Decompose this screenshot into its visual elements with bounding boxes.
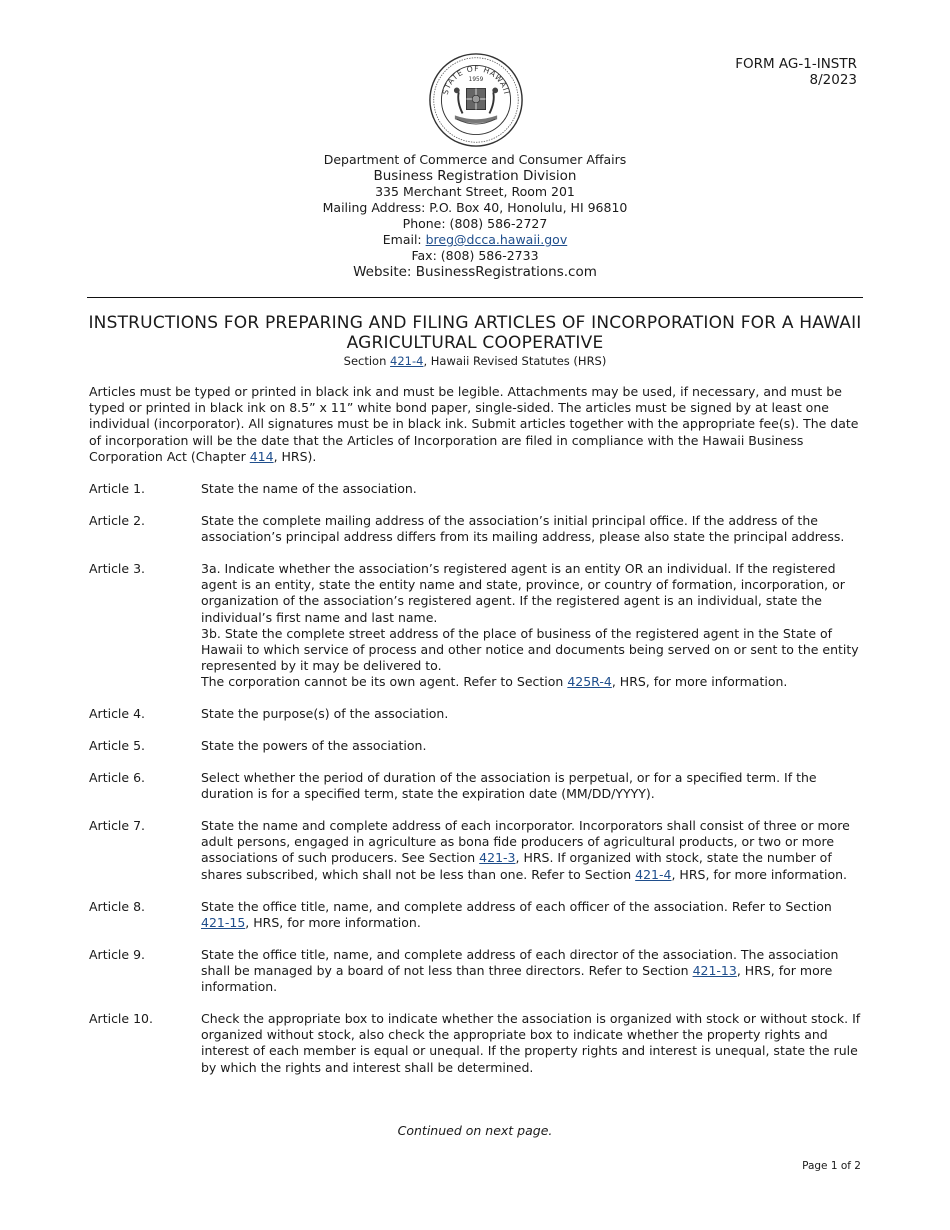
divider	[87, 297, 863, 298]
article-text	[201, 818, 864, 883]
article-1	[89, 481, 864, 497]
intro-text: Articles must be typed or printed in black ink and must be legible. Attachments may be used, if necessary, and must be typed or printed in black ink on 8.5” x 11” white bond paper, single-sided. The articles must be signed by at least one individual (incorporator). All signatures must be in black ink. Submit articles together with the appropriate fee(s). The date of incorporation will be the date that the Articles of Incorporation are filed in compliance with the Hawaii Business Corporation Act (Chapter	[89, 384, 859, 464]
website: Website: BusinessRegistrations.com	[353, 264, 597, 280]
article-6	[89, 770, 864, 802]
article-3	[89, 561, 864, 691]
section-421-13-link[interactable]: 421-13	[692, 963, 737, 979]
seal-text: STATE OF HAWAII	[440, 64, 512, 96]
state-seal-icon	[428, 52, 524, 148]
intro-post: , HRS).	[273, 448, 317, 464]
article-9-text-2: , HRS, for more information.	[201, 963, 833, 995]
article-label: Article 5.	[89, 738, 145, 753]
department-name: Department of Commerce and Consumer Affairs	[323, 152, 627, 167]
article-label: Article 7.	[89, 818, 145, 833]
article-7-text-1: State the name and complete address of each incorporator. Incorporators shall consist of three or more adult persons, engaged in agriculture as bona fide producers of agricultural products, or two or more associations of such producers. See Section	[201, 818, 850, 866]
article-label: Article 10.	[89, 1011, 153, 1026]
page-number: Page 1 of 2	[802, 1160, 861, 1172]
article-text: State the name of the association.	[201, 481, 417, 496]
subtitle-pre: Section	[343, 354, 391, 368]
subtitle-post: , Hawaii Revised Statutes (HRS)	[423, 354, 607, 368]
division-name: Business Registration Division	[373, 168, 577, 184]
section-421-15-link[interactable]: 421-15	[201, 915, 246, 931]
article-5	[89, 738, 864, 754]
article-3-note	[201, 674, 864, 690]
seal-year: 1959	[468, 76, 484, 83]
article-8-text-1: State the office title, name, and complete address of each officer of the association. Refer to Section	[201, 899, 832, 914]
article-text: Check the appropriate box to indicate whether the association is organized with stock or without stock. If organized without stock, also check the appropriate box to indicate whether the property rights and interest of each member is equal or unequal. If the property rights and interest is unequal, state the rule by which the rights and interest shall be determined.	[201, 1011, 861, 1075]
article-3a-text: 3a. Indicate whether the association’s registered agent is an entity OR an individual. If the registered agent is an entity, state the entity name and state, province, or country of formation, incorporation, or organization of the association’s registered agent. If the registered agent is an individual, state the individual’s first name and last name.	[201, 561, 845, 625]
section-421-4-link[interactable]: 421-4	[635, 866, 672, 882]
article-2	[89, 513, 864, 545]
article-label: Article 3.	[89, 561, 145, 576]
form-id: FORM AG-1-INSTR	[735, 56, 857, 72]
note-pre: The corporation cannot be its own agent. Refer to Section	[201, 674, 568, 690]
continued-note: Continued on next page.	[397, 1123, 553, 1138]
section-421-4-link[interactable]: 421-4	[390, 354, 424, 368]
street-address: 335 Merchant Street, Room 201	[375, 184, 575, 199]
email-line	[0, 232, 950, 248]
article-text	[201, 561, 864, 691]
article-text: State the purpose(s) of the association.	[201, 706, 449, 721]
article-label: Article 1.	[89, 481, 145, 496]
page-title: INSTRUCTIONS FOR PREPARING AND FILING ARTICLES OF INCORPORATION FOR A HAWAII AGRICULTURAL COOPERATIVE	[88, 313, 862, 353]
article-label: Article 2.	[89, 513, 145, 528]
phone-number: Phone: (808) 586-2727	[402, 216, 548, 231]
article-label: Article 6.	[89, 770, 145, 785]
mailing-address: Mailing Address: P.O. Box 40, Honolulu, HI 96810	[322, 200, 628, 215]
article-8-text-2: , HRS, for more information.	[245, 915, 421, 931]
page-subtitle	[87, 354, 863, 369]
article-label: Article 4.	[89, 706, 145, 721]
article-7-text-2: , HRS. If organized with stock, state the number of shares subscribed, which shall not be less than one. Refer to Section	[201, 850, 832, 882]
article-text	[201, 899, 864, 931]
form-identifier	[735, 56, 857, 88]
article-label: Article 9.	[89, 947, 145, 962]
chapter-414-link[interactable]: 414	[249, 448, 274, 464]
article-9	[89, 947, 864, 996]
article-text: Select whether the period of duration of the association is perpetual, or for a specified term. If the duration is for a specified term, state the expiration date (MM/DD/YYYY).	[201, 770, 817, 802]
article-9-text-1: State the office title, name, and complete address of each director of the association. The association shall be managed by a board of not less than three directors. Refer to Section	[201, 947, 839, 979]
article-text: State the complete mailing address of the association’s initial principal office. If the address of the association’s principal address differs from its mailing address, please also state the principal address.	[201, 513, 845, 545]
note-post: , HRS, for more information.	[611, 674, 788, 690]
email-link[interactable]: breg@dcca.hawaii.gov	[425, 232, 568, 247]
article-7-text-3: , HRS, for more information.	[671, 866, 848, 882]
article-3b-text: 3b. State the complete street address of the place of business of the registered agent in the State of Hawaii to which service of process and other notice and documents being served on or sent to the entity represented by it may be delivered to.	[201, 625, 859, 674]
fax-number: Fax: (808) 586-2733	[411, 248, 539, 263]
section-425r-4-link[interactable]: 425R-4	[567, 674, 612, 690]
intro-paragraph	[89, 384, 864, 465]
article-8	[89, 899, 864, 931]
article-10	[89, 1011, 864, 1076]
form-date: 8/2023	[809, 72, 857, 88]
article-7	[89, 818, 864, 883]
article-text: State the powers of the association.	[201, 738, 427, 753]
article-label: Article 8.	[89, 899, 145, 914]
email-label: Email:	[382, 232, 426, 247]
article-text	[201, 947, 864, 996]
section-421-3-link[interactable]: 421-3	[479, 850, 516, 866]
agency-contact-block	[0, 152, 950, 280]
article-4	[89, 706, 864, 722]
